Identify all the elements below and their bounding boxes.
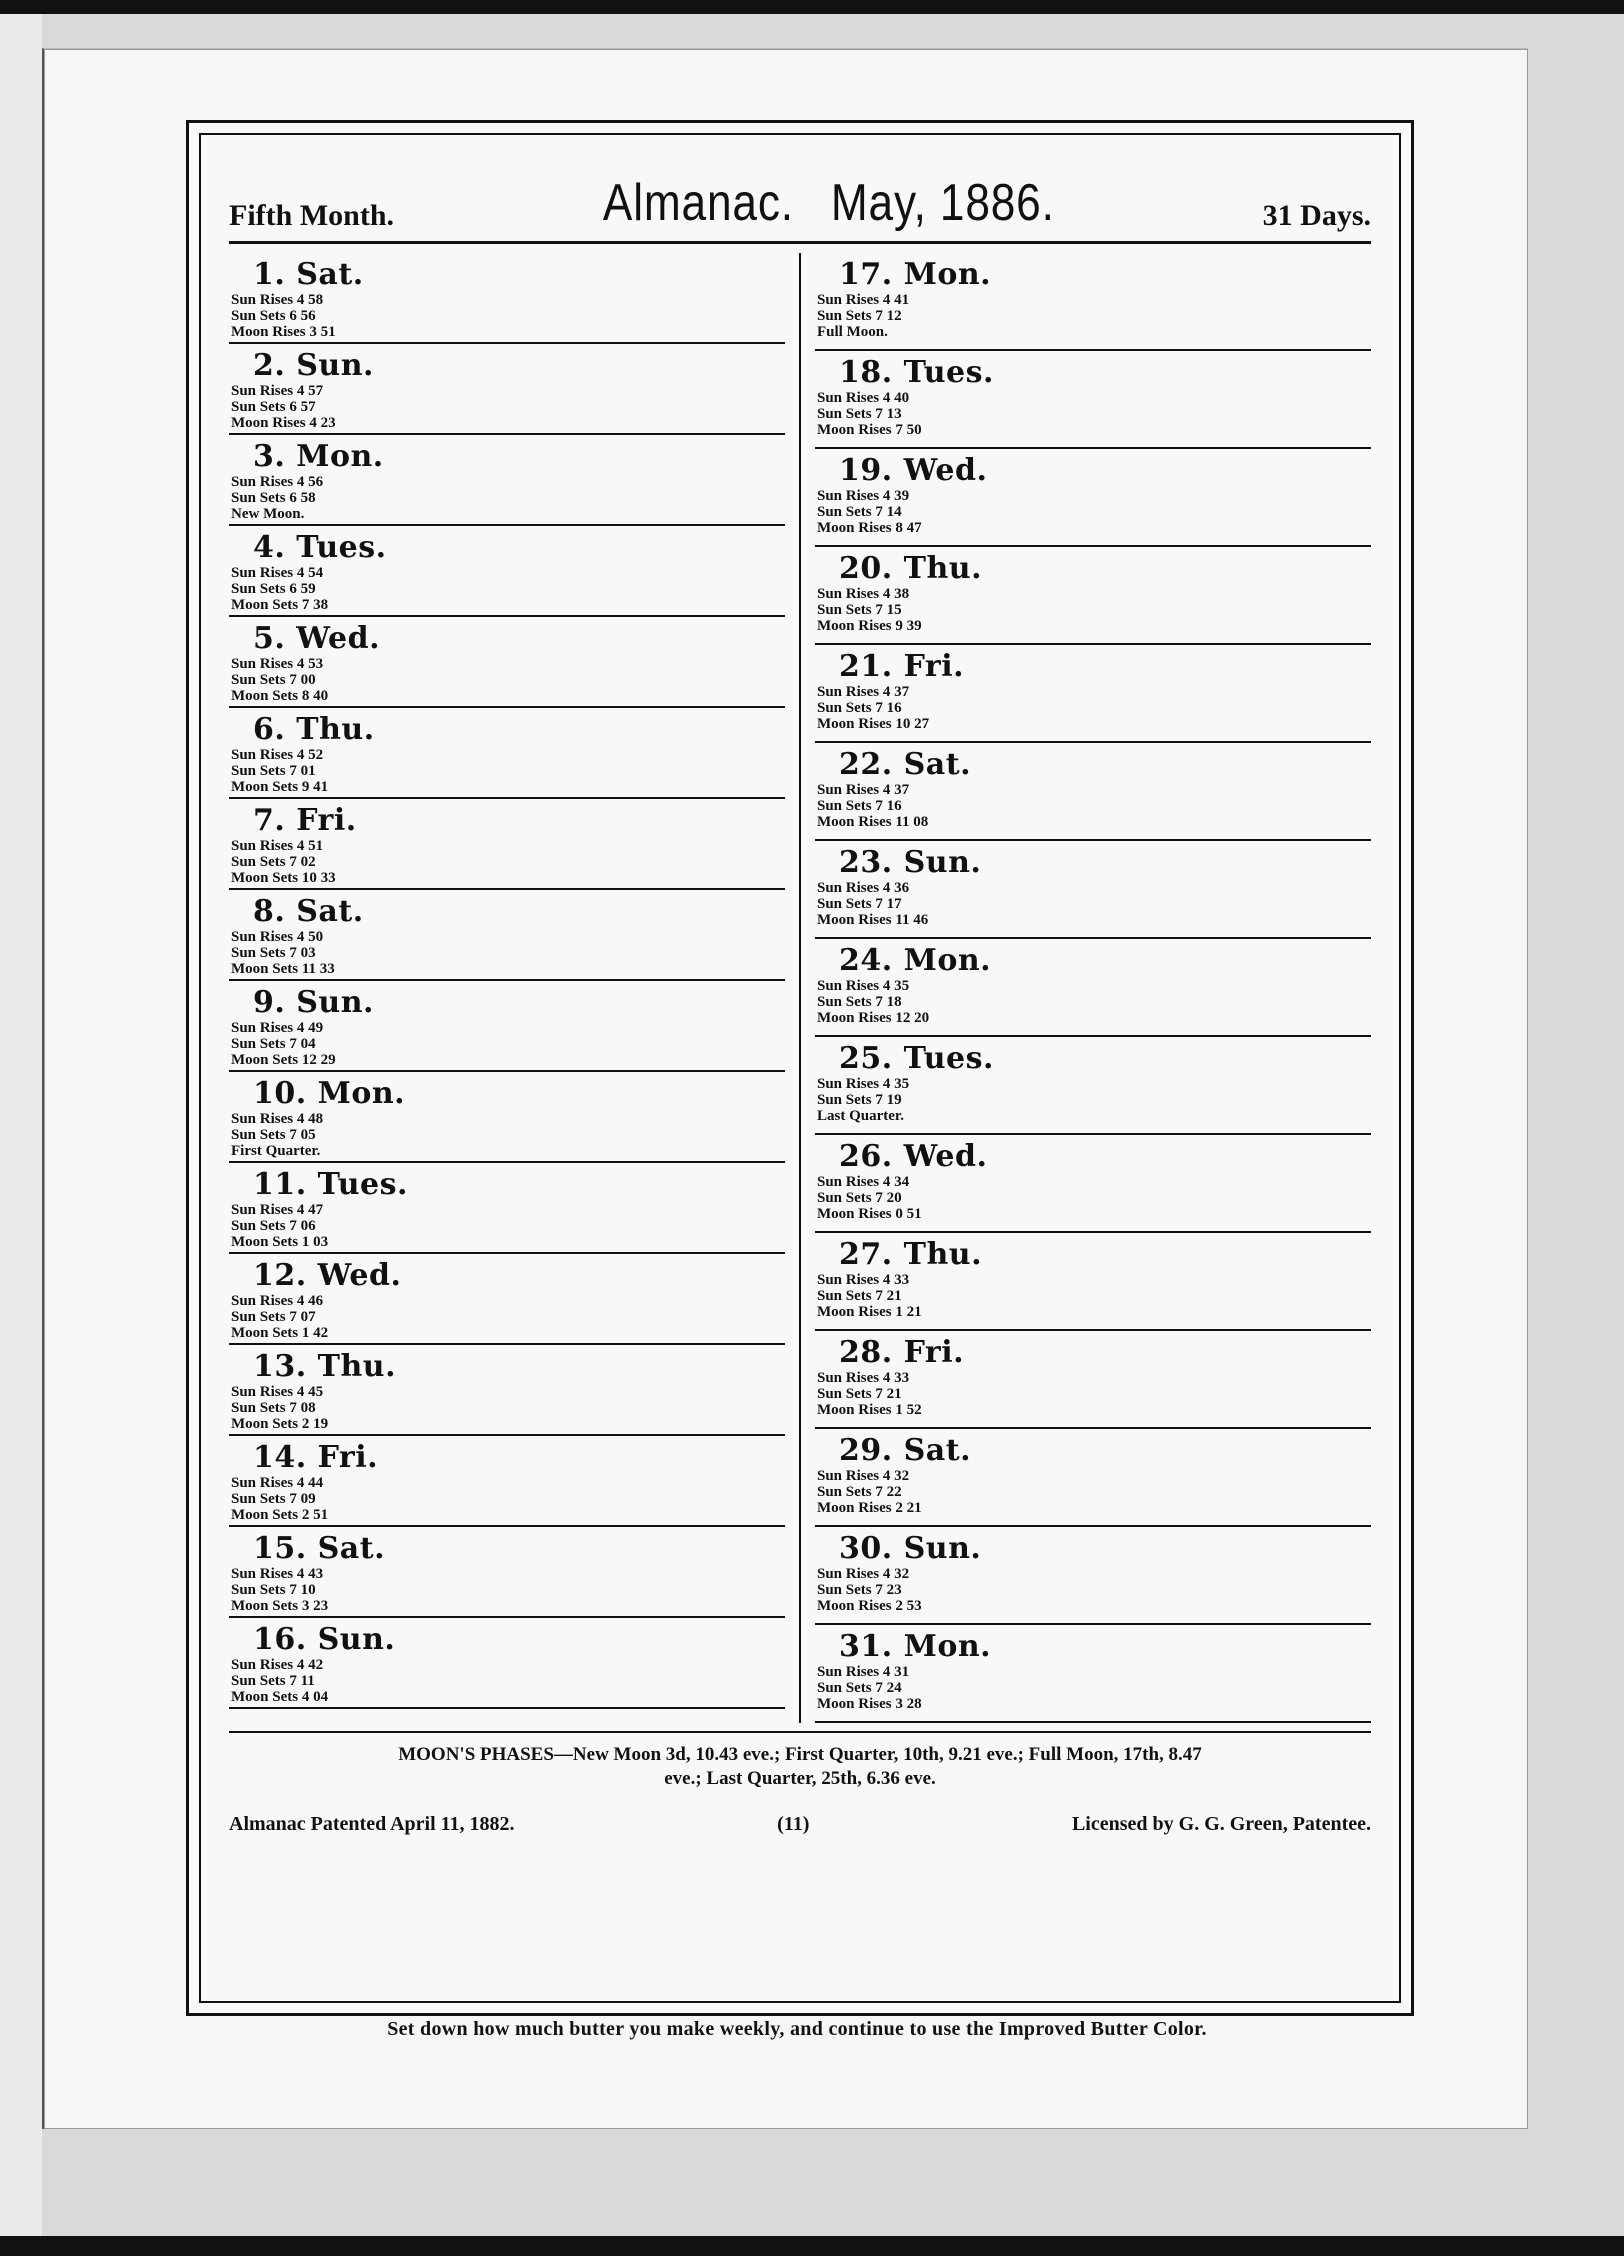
day-entry <box>815 1625 1371 1723</box>
day-title: 30. Sun. <box>839 1531 982 1566</box>
day-detail-line: Sun Rises 4 48 <box>231 1111 324 1127</box>
day-detail-line: Moon Rises 4 23 <box>231 415 336 431</box>
day-detail-line: Sun Sets 6 57 <box>231 399 316 415</box>
day-title: 5. Wed. <box>253 621 381 656</box>
scan-left-edge <box>0 14 42 2256</box>
day-detail-line: Full Moon. <box>817 324 888 340</box>
day-detail-line: Sun Rises 4 45 <box>231 1384 324 1400</box>
day-title: 26. Wed. <box>839 1139 988 1174</box>
day-detail-line: Sun Rises 4 32 <box>817 1566 910 1582</box>
day-title: 11. Tues. <box>253 1167 408 1202</box>
day-detail-line: Sun Rises 4 42 <box>231 1657 324 1673</box>
day-detail-line: Sun Rises 4 47 <box>231 1202 324 1218</box>
day-detail-line: Sun Sets 7 01 <box>231 763 316 779</box>
day-detail-line: Sun Sets 7 09 <box>231 1491 316 1507</box>
day-detail-line: Sun Rises 4 33 <box>817 1370 910 1386</box>
day-title: 23. Sun. <box>839 845 982 880</box>
day-entry <box>815 351 1371 449</box>
day-entry <box>815 645 1371 743</box>
day-detail-line: Sun Rises 4 46 <box>231 1293 324 1309</box>
day-detail-line: Sun Sets 7 24 <box>817 1680 902 1696</box>
scan-top-edge <box>0 0 1624 14</box>
patent-note: Almanac Patented April 11, 1882. <box>229 1813 515 1835</box>
day-detail-line: Sun Sets 6 56 <box>231 308 316 324</box>
day-detail-line: Sun Rises 4 34 <box>817 1174 910 1190</box>
day-entry <box>815 743 1371 841</box>
day-title: 8. Sat. <box>253 894 364 929</box>
moon-phases <box>229 1731 1371 1791</box>
day-detail-line: Sun Sets 7 13 <box>817 406 902 422</box>
day-entry <box>815 1331 1371 1429</box>
day-detail-line: Moon Rises 11 08 <box>817 814 929 830</box>
day-detail-line: Moon Rises 8 47 <box>817 520 922 536</box>
day-detail-line: Sun Sets 7 05 <box>231 1127 316 1143</box>
day-detail-line: Sun Rises 4 52 <box>231 747 324 763</box>
day-title: 7. Fri. <box>253 803 357 838</box>
title-date: May, 1886. <box>830 174 1055 232</box>
day-entry <box>229 253 785 344</box>
day-detail-line: Moon Sets 2 19 <box>231 1416 329 1432</box>
day-detail-line: Sun Sets 7 12 <box>817 308 902 324</box>
day-title: 13. Thu. <box>253 1349 397 1384</box>
day-detail-line: Moon Sets 4 04 <box>231 1689 329 1705</box>
days-count: 31 Days. <box>1262 199 1371 232</box>
day-detail-line: Sun Sets 7 07 <box>231 1309 316 1325</box>
day-detail-line: Sun Sets 7 03 <box>231 945 316 961</box>
day-detail-line: Moon Rises 12 20 <box>817 1010 930 1026</box>
day-title: 16. Sun. <box>253 1622 396 1657</box>
day-title: 21. Fri. <box>839 649 965 684</box>
day-detail-line: Sun Rises 4 50 <box>231 929 324 945</box>
almanac-header <box>229 163 1371 244</box>
day-detail-line: Sun Sets 7 15 <box>817 602 902 618</box>
day-entry <box>815 1233 1371 1331</box>
day-detail-line: First Quarter. <box>231 1143 321 1159</box>
day-detail-line: Moon Rises 3 51 <box>231 324 336 340</box>
day-detail-line: Sun Rises 4 44 <box>231 1475 324 1491</box>
day-detail-line: Sun Sets 6 59 <box>231 581 316 597</box>
day-detail-line: Moon Sets 9 41 <box>231 779 329 795</box>
day-detail-line: Sun Rises 4 32 <box>817 1468 910 1484</box>
day-detail-line: Sun Sets 7 23 <box>817 1582 902 1598</box>
day-detail-line: Sun Rises 4 53 <box>231 656 324 672</box>
day-entry <box>229 890 785 981</box>
day-title: 12. Wed. <box>253 1258 402 1293</box>
day-title: 31. Mon. <box>839 1629 992 1664</box>
day-title: 28. Fri. <box>839 1335 965 1370</box>
day-entry <box>229 526 785 617</box>
day-detail-line: Sun Rises 4 49 <box>231 1020 324 1036</box>
day-detail-line: Sun Rises 4 41 <box>817 292 910 308</box>
day-title: 3. Mon. <box>253 439 384 474</box>
day-title: 15. Sat. <box>253 1531 386 1566</box>
day-title: 4. Tues. <box>253 530 387 565</box>
day-detail-line: Moon Rises 7 50 <box>817 422 922 438</box>
day-detail-line: Sun Rises 4 51 <box>231 838 324 854</box>
day-detail-line: Sun Rises 4 54 <box>231 565 324 581</box>
day-detail-line: Sun Sets 7 16 <box>817 700 902 716</box>
day-detail-line: Sun Sets 7 00 <box>231 672 316 688</box>
day-detail-line: New Moon. <box>231 506 305 522</box>
day-title: 14. Fri. <box>253 1440 379 1475</box>
title-word: Almanac. <box>602 174 794 232</box>
day-detail-line: Sun Sets 7 02 <box>231 854 316 870</box>
day-title: 2. Sun. <box>253 348 374 383</box>
day-detail-line: Moon Rises 0 51 <box>817 1206 922 1222</box>
day-title: 19. Wed. <box>839 453 988 488</box>
day-title: 1. Sat. <box>253 257 364 292</box>
day-detail-line: Sun Sets 7 16 <box>817 798 902 814</box>
day-detail-line: Sun Rises 4 35 <box>817 978 910 994</box>
almanac-title <box>590 173 1066 233</box>
day-detail-line: Last Quarter. <box>817 1108 904 1124</box>
day-title: 24. Mon. <box>839 943 992 978</box>
day-detail-line: Moon Sets 7 38 <box>231 597 329 613</box>
day-detail-line: Moon Rises 9 39 <box>817 618 922 634</box>
day-detail-line: Moon Rises 1 52 <box>817 1402 922 1418</box>
day-detail-line: Moon Sets 8 40 <box>231 688 329 704</box>
right-column <box>801 253 1371 1723</box>
month-label: Fifth Month. <box>229 199 394 232</box>
day-entry <box>229 435 785 526</box>
day-title: 27. Thu. <box>839 1237 983 1272</box>
day-entry <box>815 449 1371 547</box>
day-title: 6. Thu. <box>253 712 375 747</box>
day-detail-line: Sun Rises 4 36 <box>817 880 910 896</box>
almanac-footer <box>229 1813 1371 1836</box>
day-entry <box>229 981 785 1072</box>
day-title: 17. Mon. <box>839 257 992 292</box>
day-title: 29. Sat. <box>839 1433 972 1468</box>
day-detail-line: Moon Sets 11 33 <box>231 961 335 977</box>
day-detail-line: Moon Sets 2 51 <box>231 1507 329 1523</box>
almanac-frame <box>186 120 1414 2016</box>
day-entry <box>229 708 785 799</box>
day-detail-line: Moon Sets 1 42 <box>231 1325 329 1341</box>
license-note: Licensed by G. G. Green, Patentee. <box>1071 1813 1371 1835</box>
day-detail-line: Sun Sets 7 10 <box>231 1582 316 1598</box>
day-entry <box>229 1072 785 1163</box>
day-entry <box>229 1618 785 1709</box>
day-detail-line: Sun Rises 4 37 <box>817 684 910 700</box>
day-entry <box>815 1527 1371 1625</box>
day-detail-line: Moon Rises 11 46 <box>817 912 929 928</box>
day-entry <box>229 1163 785 1254</box>
day-detail-line: Sun Sets 7 19 <box>817 1092 902 1108</box>
day-entry <box>815 1135 1371 1233</box>
day-detail-line: Sun Sets 7 14 <box>817 504 902 520</box>
day-detail-line: Sun Rises 4 31 <box>817 1664 910 1680</box>
day-entry <box>229 344 785 435</box>
day-title: 9. Sun. <box>253 985 374 1020</box>
day-entry <box>815 547 1371 645</box>
day-title: 20. Thu. <box>839 551 983 586</box>
day-detail-line: Sun Sets 7 18 <box>817 994 902 1010</box>
day-detail-line: Moon Sets 10 33 <box>231 870 336 886</box>
day-detail-line: Sun Rises 4 57 <box>231 383 324 399</box>
day-detail-line: Sun Sets 7 11 <box>231 1673 315 1689</box>
day-detail-line: Sun Sets 7 06 <box>231 1218 316 1234</box>
moon-phases-line-1: MOON'S PHASES—New Moon 3d, 10.43 eve.; First Quarter, 10th, 9.21 eve.; Full Moon, 17th, 8.47 <box>398 1744 1202 1765</box>
day-detail-line: Sun Rises 4 43 <box>231 1566 324 1582</box>
day-detail-line: Sun Sets 6 58 <box>231 490 316 506</box>
day-entry <box>815 841 1371 939</box>
day-detail-line: Moon Sets 3 23 <box>231 1598 329 1614</box>
day-detail-line: Sun Rises 4 33 <box>817 1272 910 1288</box>
day-detail-line: Moon Rises 1 21 <box>817 1304 922 1320</box>
day-detail-line: Moon Sets 1 03 <box>231 1234 329 1250</box>
day-detail-line: Sun Rises 4 38 <box>817 586 910 602</box>
day-entry <box>229 1436 785 1527</box>
day-entry <box>229 799 785 890</box>
day-detail-line: Sun Sets 7 04 <box>231 1036 316 1052</box>
calendar-columns <box>229 253 1371 1723</box>
moon-phases-line-2: eve.; Last Quarter, 25th, 6.36 eve. <box>664 1768 936 1789</box>
day-title: 25. Tues. <box>839 1041 994 1076</box>
day-detail-line: Sun Sets 7 08 <box>231 1400 316 1416</box>
day-detail-line: Sun Rises 4 56 <box>231 474 324 490</box>
day-entry <box>229 1527 785 1618</box>
page-number: (11) <box>777 1813 810 1835</box>
day-detail-line: Sun Rises 4 40 <box>817 390 910 406</box>
day-detail-line: Sun Sets 7 20 <box>817 1190 902 1206</box>
day-detail-line: Sun Sets 7 22 <box>817 1484 902 1500</box>
day-detail-line: Sun Rises 4 58 <box>231 292 324 308</box>
day-entry <box>815 1429 1371 1527</box>
day-entry <box>815 1037 1371 1135</box>
day-detail-line: Sun Rises 4 39 <box>817 488 910 504</box>
day-detail-line: Moon Sets 12 29 <box>231 1052 336 1068</box>
day-detail-line: Sun Rises 4 35 <box>817 1076 910 1092</box>
day-entry <box>815 253 1371 351</box>
day-detail-line: Moon Rises 2 53 <box>817 1598 922 1614</box>
day-title: 18. Tues. <box>839 355 994 390</box>
day-entry <box>815 939 1371 1037</box>
day-detail-line: Moon Rises 2 21 <box>817 1500 922 1516</box>
day-detail-line: Sun Sets 7 21 <box>817 1386 902 1402</box>
butter-color-note: Set down how much butter you make weekly, and continue to use the Improved Butter Color. <box>387 2018 1207 2040</box>
left-column <box>229 253 801 1723</box>
scan-bottom-edge <box>0 2236 1624 2256</box>
day-title: 22. Sat. <box>839 747 972 782</box>
day-entry <box>229 617 785 708</box>
day-detail-line: Sun Rises 4 37 <box>817 782 910 798</box>
day-title: 10. Mon. <box>253 1076 406 1111</box>
day-detail-line: Moon Rises 10 27 <box>817 716 930 732</box>
day-detail-line: Sun Sets 7 21 <box>817 1288 902 1304</box>
day-detail-line: Sun Sets 7 17 <box>817 896 902 912</box>
day-entry <box>229 1254 785 1345</box>
day-entry <box>229 1345 785 1436</box>
day-detail-line: Moon Rises 3 28 <box>817 1696 922 1712</box>
